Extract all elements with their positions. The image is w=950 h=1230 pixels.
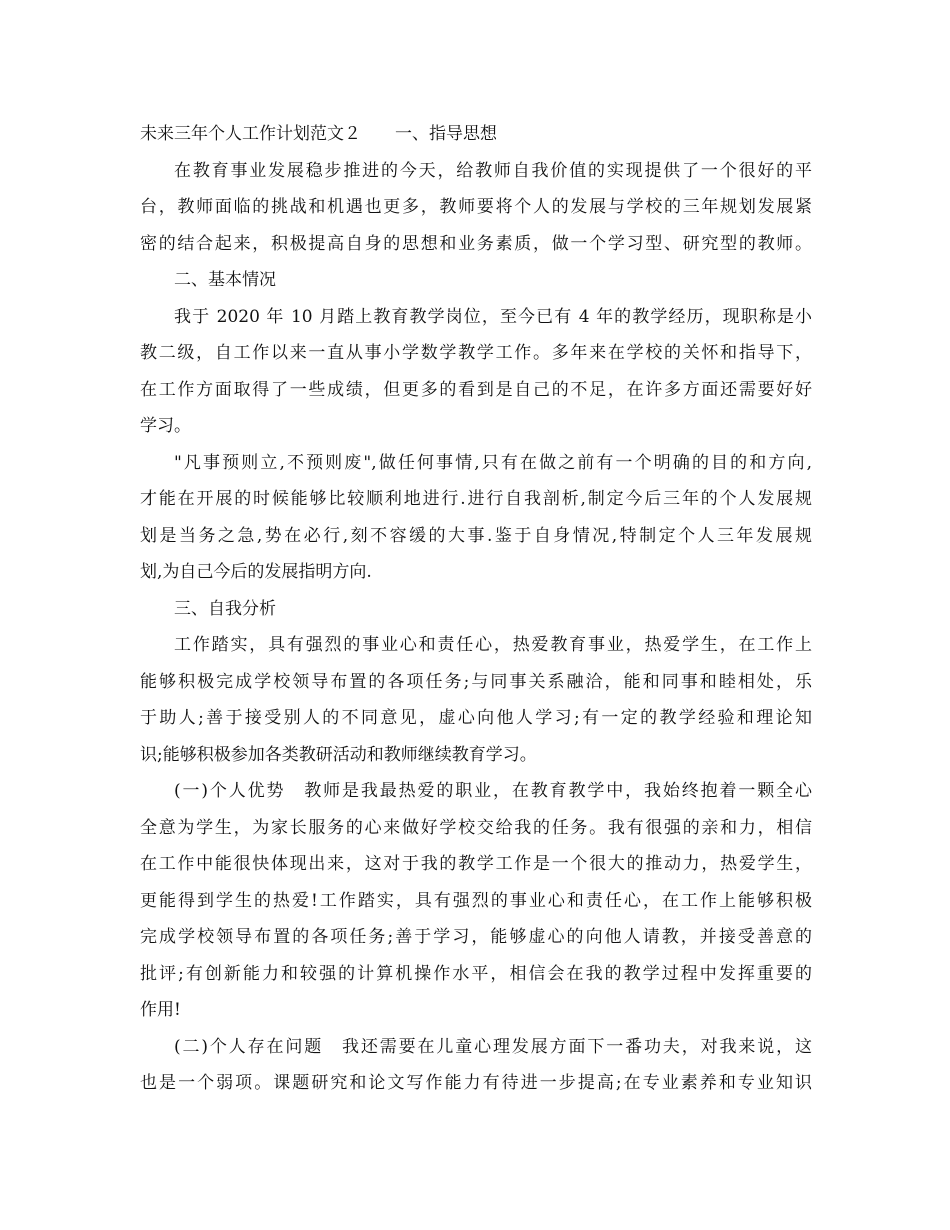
paragraph-4-line-2: 能够积极完成学校领导布置的各项任务;与同事关系融洽，能和同事和睦相处，乐 — [140, 671, 812, 692]
paragraph-1-line-3: 密的结合起来，积极提高自身的思想和业务素质，做一个学习型、研究型的教师。 — [140, 233, 812, 254]
paragraph-1-line-2: 台，教师面临的挑战和机遇也更多，教师要将个人的发展与学校的三年规划发展紧 — [140, 197, 812, 217]
paragraph-5-line-6: 批评;有创新能力和较强的计算机操作水平，相信会在我的教学过程中发挥重要的 — [140, 963, 812, 984]
paragraph-3-line-4: 划,为自己今后的发展指明方向. — [140, 562, 372, 582]
paragraph-5-line-4: 更能得到学生的热爱!工作踏实，具有强烈的事业心和责任心，在工作上能够积极 — [140, 890, 812, 911]
paragraph-5-line-5: 完成学校领导布置的各项任务;善于学习，能够虚心的向他人请教，并接受善意的 — [140, 927, 812, 947]
paragraph-2-line-4: 学习。 — [140, 416, 191, 436]
section-heading-basic-info: 二、基本情况 — [174, 270, 276, 290]
paragraph-3-line-3: 划是当务之急,势在必行,刻不容缓的大事.鉴于自身情况,特制定个人三年发展规 — [140, 525, 812, 546]
paragraph-4-line-3: 于助人;善于接受别人的不同意见，虚心向他人学习;有一定的教学经验和理论知 — [140, 708, 812, 728]
paragraph-6-line-1: (二)个人存在问题 我还需要在儿童心理发展方面下一番功夫，对我来说，这 — [174, 1036, 812, 1057]
paragraph-2-line-2: 教二级，自工作以来一直从事小学数学教学工作。多年来在学校的关怀和指导下， — [140, 343, 812, 363]
document-body — [140, 116, 812, 1102]
paragraph-4-line-4: 识;能够积极参加各类教研活动和教师继续教育学习。 — [140, 744, 537, 765]
paragraph-2-line-3: 在工作方面取得了一些成绩，但更多的看到是自己的不足，在许多方面还需要好好 — [140, 379, 812, 400]
paragraph-5-line-7: 作用! — [140, 1000, 181, 1020]
paragraph-6-line-2: 也是一个弱项。课题研究和论文写作能力有待进一步提高;在专业素养和专业知识 — [140, 1073, 812, 1093]
paragraph-5-line-1: (一)个人优势 教师是我最热爱的职业，在教育教学中，我始终抱着一颗全心 — [174, 781, 812, 801]
paragraph-3-line-1: "凡事预则立,不预则废",做任何事情,只有在做之前有一个明确的目的和方向, — [174, 452, 812, 473]
paragraph-2-line-1: 我于 2020 年 10 月踏上教育教学岗位，至今已有 4 年的教学经历，现职称是小 — [174, 306, 812, 327]
paragraph-3-line-2: 才能在开展的时候能够比较顺利地进行.进行自我剖析,制定今后三年的个人发展规 — [140, 489, 812, 509]
paragraph-4-line-1: 工作踏实，具有强烈的事业心和责任心，热爱教育事业，热爱学生，在工作上 — [174, 635, 812, 655]
section-heading-self-analysis: 三、自我分析 — [174, 598, 276, 619]
document-title: 未来三年个人工作计划范文２ 一、指导思想 — [140, 124, 497, 144]
paragraph-5-line-2: 全意为学生，为家长服务的心来做好学校交给我的任务。我有很强的亲和力，相信 — [140, 817, 812, 838]
paragraph-5-line-3: 在工作中能很快体现出来，这对于我的教学工作是一个很大的推动力，热爱学生， — [140, 854, 812, 874]
paragraph-1-line-1: 在教育事业发展稳步推进的今天，给教师自我价值的实现提供了一个很好的平 — [174, 160, 812, 181]
